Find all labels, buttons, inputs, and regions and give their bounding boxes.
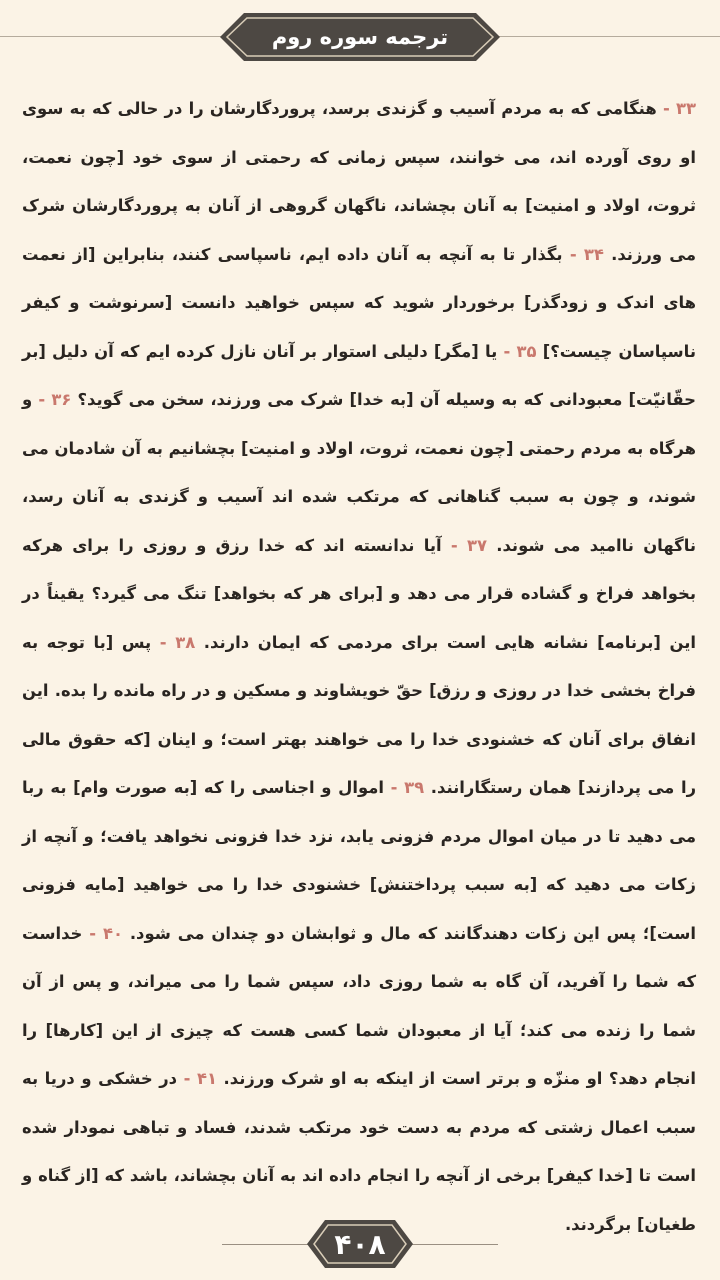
verse-text: بگذار تا به آنچه به آنان داده ایم، ناسپاسی کنند، بنابراین [از نعمت های اندک و زودگذر] برخوردار شوید که سپس خواهید دانست [سرنوشت و کیفر ناسپاسان چیست؟] — [22, 244, 696, 361]
verse-text: و هرگاه به مردم رحمتی [چون نعمت، ثروت، اولاد و امنیت] بچشانیم به آن شادمان می شوند، و چون به سبب گناهانی که مرتکب شده اند آسیب و گزندی به آنان رسد، ناگهان ناامید می شوند. — [22, 390, 696, 555]
verse-number: ۳۳ - — [662, 99, 696, 118]
verse-text: یا [مگر] دلیلی استوار بر آنان نازل کرده ایم که آن دلیل [بر حقّانیّت] معبودانی که به وسیله آن [به خدا] شرک می ورزند، سخن می گوید؟ — [22, 341, 696, 409]
verse-text: آیا ندانسته اند که خدا رزق و روزی را برای هرکه بخواهد فراخ و گشاده قرار می دهد و [برای هر که بخواهد] تنگ می گیرد؟ یقیناً در این [برنامه] نشانه هایی است برای مردمی که ایمان دارند. — [22, 535, 696, 652]
verse-number: ۳۹ - — [390, 778, 425, 797]
verse-text: اموال و اجناسی را که [به صورت وام] به ربا می دهید تا در میان اموال مردم فزونی یابد، نزد خدا فزونی نخواهد یافت؛ و آنچه از زکات می دهید که [به سبب پرداختنش] خشنودی خدا را می خواهید [مایه فزونی است]؛ پس این زکات دهندگانند که مال و ثوابشان دو چندان می شود. — [22, 778, 696, 943]
verse-text: در خشکی و دریا به سبب اعمال زشتی که مردم به دست خود مرتکب شدند، فساد و تباهی نمودار شده است تا [خدا کیفر] برخی از آنچه را انجام داده اند به آنان بچشاند، باشد که [از گناه و طغیان] برگردند. — [22, 1069, 696, 1234]
verse-33 — [22, 99, 696, 264]
verse-number: ۳۷ - — [450, 535, 487, 555]
verse-number: ۳۶ - — [38, 390, 72, 409]
verse-41 — [22, 1069, 696, 1234]
verse-number: ۴۱ - — [183, 1069, 217, 1088]
footer-divider-left — [222, 1244, 312, 1245]
verse-36 — [22, 390, 696, 555]
verse-number: ۳۸ - — [159, 632, 196, 652]
verse-40 — [22, 924, 696, 1089]
page-number: ۴۰۸ — [334, 1227, 386, 1261]
surah-title: ترجمه سوره روم — [271, 25, 449, 49]
surah-title-banner — [218, 11, 502, 63]
translation-text — [22, 85, 696, 1249]
verse-text: هنگامی که به مردم آسیب و گزندی برسد، پروردگارشان را در حالی که به سوی او روی آورده اند، می خوانند، سپس زمانی که رحمتی از سوی خود [چون نعمت، ثروت، اولاد و امنیت] به آنان بچشاند، ناگهان گروهی از آنان به پروردگارشان شرک می ورزند. — [22, 99, 696, 264]
footer-divider-right — [408, 1244, 498, 1245]
verse-number: ۳۵ - — [503, 341, 537, 361]
verse-text: پس [با توجه به فراخ بخشی خدا در روزی و رزق] حقّ خویشاوند و مسکین و در راه مانده را بده. این انفاق برای آنان که خشنودی خدا را می خواهند بهتر است؛ و اینان [که حقوق مالی را می پردازند] همان رستگارانند. — [22, 632, 697, 797]
page-number-badge — [305, 1218, 415, 1270]
verse-number: ۳۴ - — [569, 244, 604, 264]
verse-38 — [22, 633, 696, 798]
verse-text: خداست که شما را آفرید، آن گاه به شما روزی داد، سپس شما را می میراند، و پس از آن شما را زنده می کند؛ آیا از معبودان شما کسی هست که چیزی از این [کارها] را انجام دهد؟ او منزّه و برتر است از اینکه به او شرک ورزند. — [22, 923, 696, 1088]
verse-39 — [22, 778, 696, 943]
verse-number: ۴۰ - — [89, 923, 123, 943]
